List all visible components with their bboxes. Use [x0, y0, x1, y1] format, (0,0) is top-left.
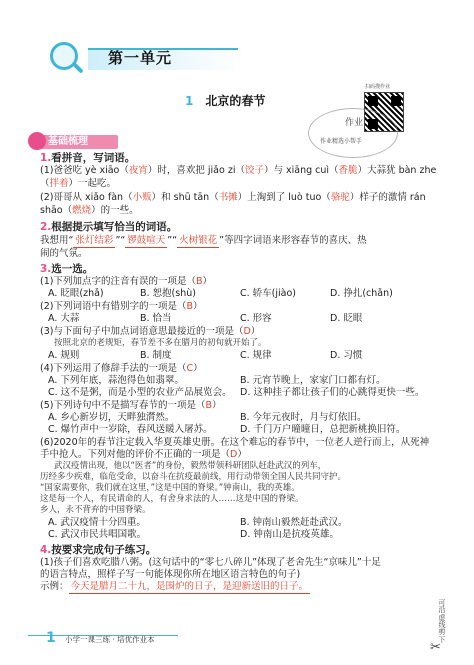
answer: 张灯结彩 [75, 235, 114, 246]
q1-line1: (1)爸爸吃 yè xiāo（夜宵）时，喜欢把 jiǎo zi（饺子）与 xiāng cuì（香脆）大蒜犹 bàn zhe [40, 165, 437, 176]
cut-line-note: 可沿虚线剪下 [438, 599, 446, 644]
footer-text: 小学一课三练 · 培优作业本 [65, 635, 155, 644]
q3-s6-quote: 乡人，永不背弃的中国脊梁。 [40, 505, 151, 515]
option: A. 规则 [48, 350, 80, 361]
q3-s4-options-b [40, 387, 425, 400]
q4-line1: (1)孩子们喜欢吃腊八粥。(这句话中的“零七八碎儿”体现了老舍先生“京味儿”十足 [40, 557, 381, 568]
section-tag [28, 132, 118, 150]
qr-caption: 扫码搜作业 [365, 84, 391, 90]
q1-line3: (2)哥哥从 xiǎo fàn（小贩）和 shū tān（书摊）上淘到了 luò tuo（骆驼）样子的激情 rán [40, 192, 426, 203]
q3-s4-options [40, 375, 410, 387]
option: C. 形容 [240, 313, 272, 324]
q2-line2: 闹的气氛。 [40, 248, 88, 259]
q2-heading: 2.根据提示填写恰当的词语。 [40, 221, 178, 233]
unit-title: 第一单元 [108, 49, 173, 67]
stamp-text-b: 作业精选小帮手 [320, 138, 363, 145]
q3-s3-quote: 按照北京的老规矩，春节差不多在腊月的初旬就开始了。 [54, 338, 267, 348]
lesson-name: 北京的春节 [205, 94, 266, 108]
unit-header [40, 36, 340, 80]
stamp-text-a: 作业 [345, 118, 364, 128]
q1-heading: 1.看拼音，写词语。 [40, 152, 136, 164]
q3-s2-options [40, 313, 410, 326]
answer: 拌着 [49, 178, 69, 189]
q3-s1-options [40, 288, 410, 301]
answer: D [243, 326, 251, 337]
option: A. 下列年底，蒜泡得色如翡翠。 [48, 375, 184, 386]
option: C. 武汉市民共唱国歌。 [48, 529, 147, 540]
answer: B [186, 301, 193, 312]
option: C. 规律 [240, 350, 272, 361]
option: A. 大蒜 [48, 313, 80, 324]
answer: 夜宵 [128, 165, 148, 176]
q3-s6-quote: 这是每一个人，有民请命的人，有舍身求法的人……这是中国的脊梁。 [40, 494, 304, 504]
q3-s6-quote: 武汉疫情出现，他以“医者”的身份，毅然带领科研团队赶赴武汉的列车， [54, 461, 327, 471]
option: D. 千门万户曈曈日，总把新桃换旧符。 [240, 424, 406, 435]
q2-line1: 我想用“ 张灯结彩 ”“ 锣鼓喧天 ”“ 火树银花 ”等四字词语来形容春节的喜庆、热 [40, 235, 367, 246]
q3-s5-stem: (5)下列诗句中不是描写春节的一项是（B） [40, 400, 222, 411]
option: D. 习惯 [330, 350, 363, 361]
option: D. 挣扎(chǎn) [330, 288, 393, 299]
answer: 饺子 [244, 165, 264, 176]
answer: 小贩 [132, 192, 152, 203]
q4-line3: 示例： 今天是腊月二十九，是围炉的日子，是迎新送旧的日子。 [40, 581, 309, 592]
option: A. 眨眼(zhǎ) [48, 288, 104, 299]
answer: 燃烧 [72, 205, 92, 216]
q3-s6-options-b [40, 529, 410, 544]
answer: 锣鼓喧天 [127, 235, 166, 246]
q3-s6-options [40, 517, 410, 529]
answer: 骆驼 [330, 192, 350, 203]
option: B. 今年元夜时，月与灯依旧。 [240, 412, 367, 423]
q1-line4: shāo（燃烧）的一些。 [40, 205, 139, 216]
option: B. 恕抱(shù) [140, 288, 196, 299]
option: B. 制度 [140, 350, 172, 361]
lesson-number: 1 [185, 94, 194, 108]
section-label: 基础梳理 [48, 136, 88, 147]
answer: D [230, 449, 238, 460]
option: A. 乡心新岁切，天畔独潸然。 [48, 412, 175, 423]
exercise-content [40, 152, 437, 594]
answer: 书摊 [218, 192, 238, 203]
lesson-title [185, 94, 265, 109]
option: C. 这不是粥，而是小型的农业产品展览会。 [48, 387, 232, 398]
option: D. 这种挂子都让孩子们的心跳得更快一些。 [240, 387, 425, 398]
q3-s6-stem2: 手中抢人。下列对他的评价不正确的一项是（D） [40, 449, 247, 460]
q1-line2: （拌着）一起吃。 [40, 178, 117, 189]
option: C. 轿车(jiào) [240, 288, 296, 299]
q3-s1-stem: (1)下列加点字的注音有误的一项是（B） [40, 276, 213, 287]
q3-s6-quote: “国家需要你，我们就在这里，”这是中国的脊梁。”钟南山，我的英雄。 [40, 483, 300, 493]
option: B. 钟南山毅然赶赴武汉。 [240, 517, 348, 528]
q3-s3-options [40, 350, 410, 363]
answer: C [186, 363, 194, 374]
q3-s6-quote: 历经多少疾难，临危受命，以奋斗在抗疫最前线，用行动带领全国人民共同守护。 [40, 472, 347, 482]
q3-s5-options-b [40, 424, 410, 437]
q3-s4-stem: (4)下列运用了修辞手法的一项是（C） [40, 363, 203, 374]
option: B. 恰当 [140, 313, 172, 324]
answer: B [195, 276, 203, 287]
answer: 今天是腊月二十九，是围炉的日子，是迎新送旧的日子。 [70, 581, 309, 592]
option: C. 爆竹声中一岁除，春风送暖入屠苏。 [48, 424, 213, 435]
answer: 火树银花 [179, 235, 218, 246]
option: A. 武汉疫情十分四重。 [48, 517, 146, 528]
q4-line2: 的语言特点，照样子写一句能体现你所在地区语言特色的句子) [40, 569, 301, 580]
scissors-icon: ✂ [430, 640, 441, 655]
q3-s5-options [40, 412, 410, 424]
option: B. 元宵节晚上，家家门口都有灯。 [240, 375, 386, 386]
q3-s6-stem: (6)2020年的春节注定载入华夏英雄史册。在这个难忘的春节中，一位老人逆行而上，从死神 [40, 437, 430, 448]
q3-s2-stem: (2)下列词语中有错别字的一项是（B） [40, 301, 203, 312]
q3-s3-stem: (3)与下面句子中加点词语意思最接近的一项是（D） [40, 326, 261, 337]
stamp-icon [308, 108, 398, 158]
answer: B [205, 400, 212, 411]
page-number: 1 [46, 630, 56, 646]
q4-heading: 4.按要求完成句子练习。 [40, 544, 157, 556]
option: D. 钟南山是抗疫英雄。 [240, 529, 339, 540]
option: D. 眨眼 [330, 313, 363, 324]
pencil-icon [28, 132, 46, 150]
answer: 香脆 [338, 165, 358, 176]
magnifier-handle-icon [72, 62, 83, 73]
q3-heading: 3.选一选。 [40, 263, 94, 275]
